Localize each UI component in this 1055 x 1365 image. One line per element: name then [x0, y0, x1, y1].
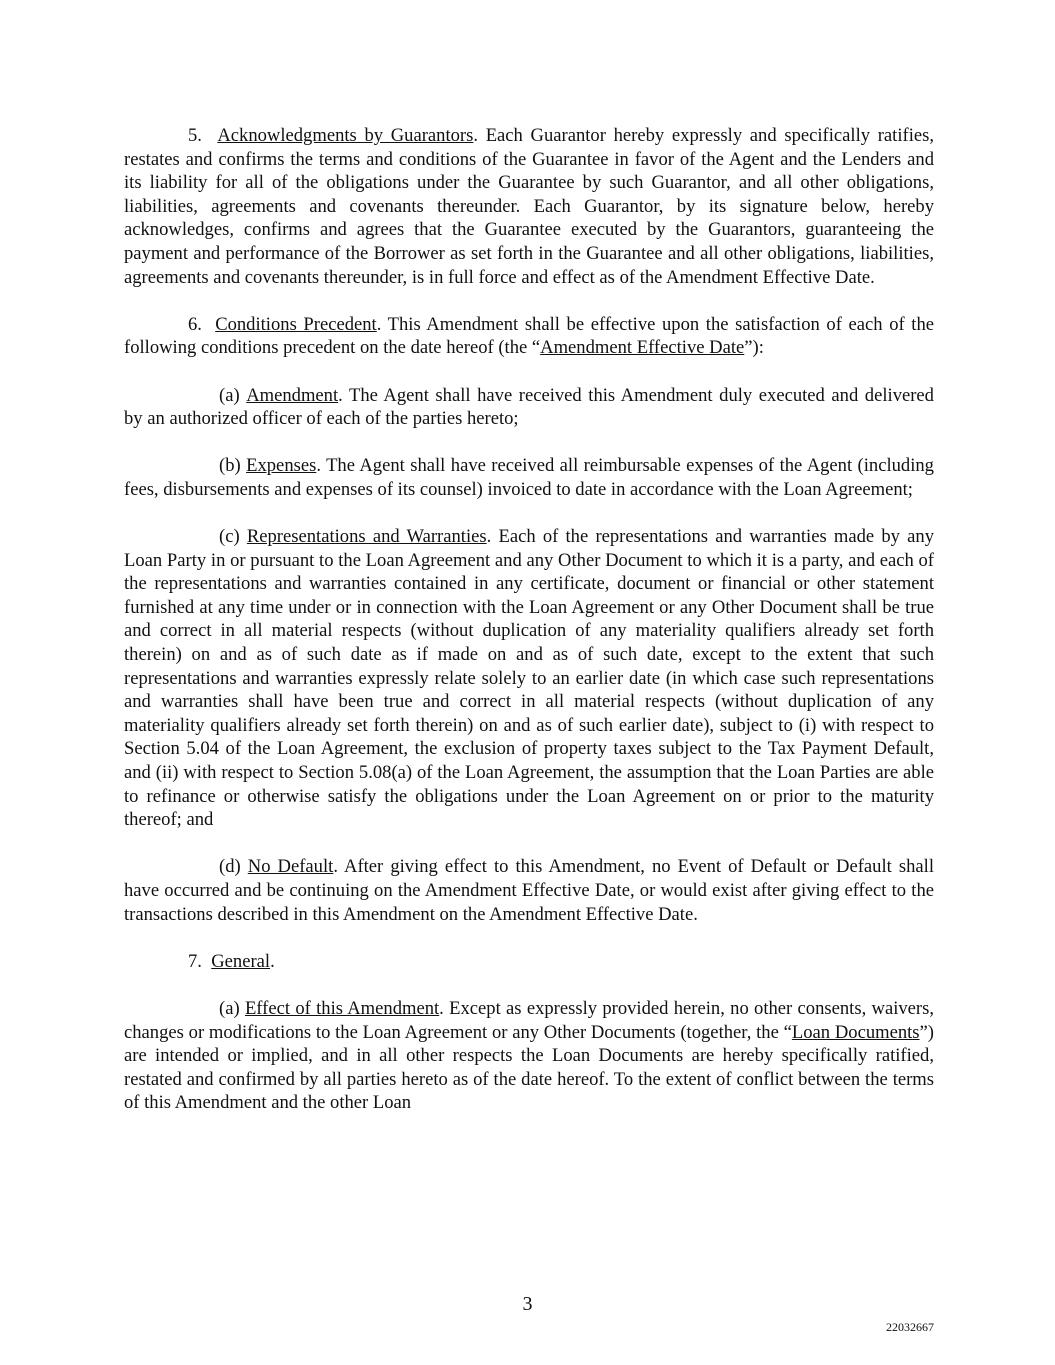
- section-6d-text: . After giving effect to this Amendment, no Event of Default or Default shall have occurred and be continuing on the Amendment Effective Date, or would exist after giving effect to the transactions described in this Amendment on the Amendment Effective Date.: [124, 856, 934, 925]
- section-6-paragraph: [124, 313, 934, 360]
- section-7a-text-before: . Except as expressly provided herein, no other consents, waivers, changes or modifications to the Loan Agreement or any Other Documents (together, the “: [124, 997, 934, 1043]
- section-7a-heading: Effect of this Amendment: [244, 997, 440, 1019]
- document-body: [124, 124, 934, 1115]
- section-6c-text: . Each of the representations and warranties made by any Loan Party in or pursuant to the Loan Agreement and any Other Document to which it is a party, and each of the representations and warranties contained in any certificate, document or financial or other statement furnished at any time under or in connection with the Loan Agreement or any Other Document shall be true and correct in all material respects (without duplication of any materiality qualifiers already set forth therein) on and as of such date as if made on and as of such date, except to the extent that such representations and warranties expressly relate solely to an earlier date (in which case such representations and warranties shall have been true and correct in all material respects (without duplication of any materiality qualifiers already set forth therein) on and as of such earlier date), subject to (i) with respect to Section 5.04 of the Loan Agreement, the exclusion of property taxes subject to the Tax Payment Default, and (ii) with respect to Section 5.08(a) of the Loan Agreement, the assumption that the Loan Parties are able to refinance or otherwise satisfy the obligations under the Loan Agreement on or prior to the maturity thereof; and: [124, 526, 935, 831]
- page-number: 3: [522, 1293, 533, 1315]
- section-5-number: 5.: [188, 125, 202, 146]
- section-7a-label: (a): [219, 997, 240, 1019]
- section-6c-paragraph: [124, 525, 934, 832]
- section-6b-heading: Expenses: [246, 455, 317, 477]
- section-7-heading: General: [211, 950, 271, 972]
- section-7-number: 7.: [188, 950, 202, 972]
- section-6c-heading: Representations and Warranties: [246, 526, 487, 548]
- section-5-paragraph: [124, 124, 934, 289]
- section-6d-label: (d): [219, 856, 241, 878]
- document-id: 22032667: [886, 1320, 934, 1334]
- section-6-heading: Conditions Precedent: [215, 313, 377, 335]
- section-6b-label: (b): [219, 455, 241, 477]
- section-7a-paragraph: [124, 997, 934, 1115]
- section-6c-label: (c): [219, 526, 240, 548]
- section-5-heading: Acknowledgments by Guarantors: [217, 125, 474, 146]
- section-6d-heading: No Default: [247, 856, 334, 878]
- section-6-text-before: . This Amendment shall be effective upon the satisfaction of each of the following conditions precedent on the date hereof (the “: [124, 313, 935, 359]
- section-6-text-after: ”):: [744, 337, 764, 359]
- section-7a-defined-term: Loan Documents: [791, 1021, 920, 1043]
- section-7a-text-after: ”) are intended or implied, and in all other respects the Loan Documents are hereby specifically ratified, restated and confirmed by all parties hereto as of the date hereof. To the extent of conflict between the terms of this Amendment and the other Loan: [124, 1021, 934, 1114]
- section-6a-paragraph: [124, 384, 934, 431]
- section-6d-paragraph: [124, 855, 934, 926]
- section-6-defined-term: Amendment Effective Date: [540, 337, 745, 359]
- section-5-text: . Each Guarantor hereby expressly and specifically ratifies, restates and confirms the terms and conditions of the Guarantee in favor of the Agent and the Lenders and its liability for all of the obligations under the Guarantee by such Guarantor, and all other obligations, liabilities, agreements and covenants thereunder. Each Guarantor, by its signature below, hereby acknowledges, confirms and agrees that the Guarantee executed by the Guarantors, guaranteeing the payment and performance of the Borrower as set forth in the Guarantee and all other obligations, liabilities, agreements and covenants thereunder, is in full force and effect as of the Amendment Effective Date.: [124, 125, 934, 288]
- section-6b-text: . The Agent shall have received all reimbursable expenses of the Agent (including fees, disbursements and expenses of its counsel) invoiced to date in accordance with the Loan Agreement;: [124, 455, 934, 500]
- section-6b-paragraph: [124, 454, 934, 501]
- section-6a-label: (a): [219, 384, 240, 406]
- section-7-paragraph: [124, 950, 934, 974]
- section-6a-text: . The Agent shall have received this Amendment duly executed and delivered by an authorized officer of each of the parties hereto;: [124, 384, 934, 430]
- section-7-text: .: [270, 950, 275, 972]
- section-6a-heading: Amendment: [246, 384, 339, 406]
- section-6-number: 6.: [188, 313, 202, 335]
